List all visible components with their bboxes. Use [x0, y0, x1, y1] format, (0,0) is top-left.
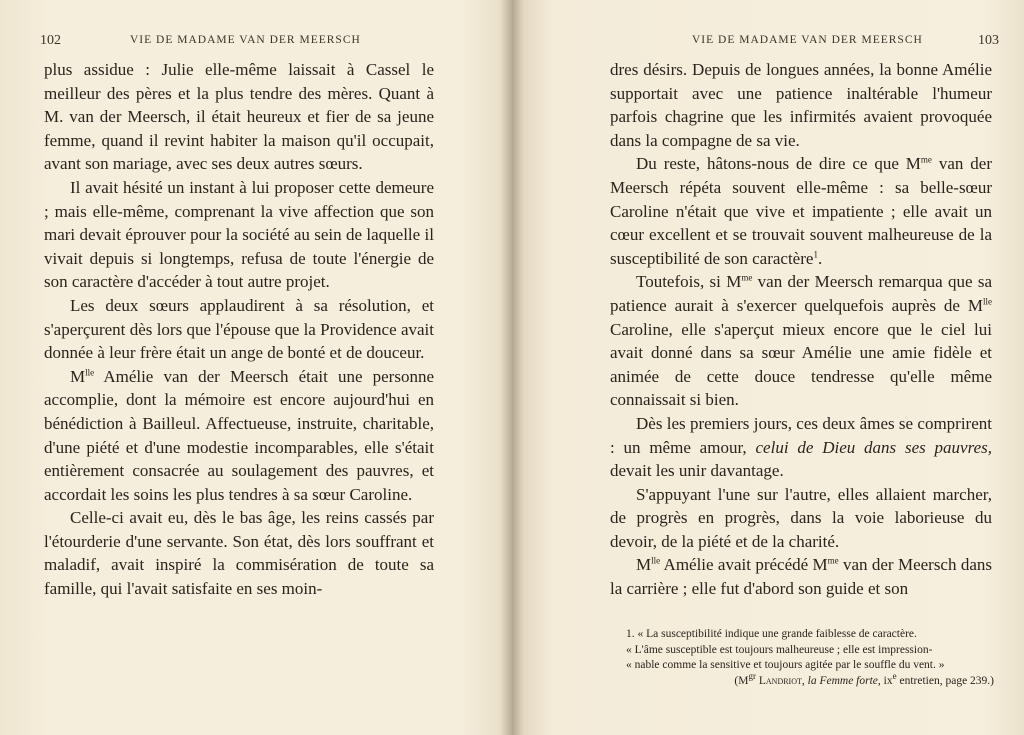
footnote-line: « L'âme susceptible est toujours malheureuse ; elle est impression- [626, 643, 933, 656]
right-page-body [610, 58, 992, 601]
paragraph-text: Amélie van der Meersch était une personne accomplie, dont la mémoire est encore aujourd'hui en bénédiction à Bailleul. Affectueuse, instruite, charitable, d'une piété et d'une modestie incomparables, elle s'était entièrement consacrée au soulagement des pauvres, et accordait les soins les plus tendres à sa sœur Caroline. [44, 366, 435, 504]
text-run: Du reste, hâtons-nous de dire ce que M [636, 154, 921, 174]
title-abbrev: M [70, 366, 86, 386]
paragraph [610, 553, 992, 600]
text-run: entretien, page 239.) [896, 674, 994, 687]
paragraph [44, 365, 434, 507]
paragraph [610, 412, 992, 483]
text-run: (M [734, 674, 749, 687]
text-run: van der Meersch remarqua que sa patience aurait à s'exercer quelquefois auprès de M [610, 272, 993, 315]
paragraph [610, 270, 992, 412]
footnote-marker: 1 [813, 249, 818, 260]
text-run: . [817, 248, 823, 268]
text-run: devait les unir davantage. [610, 461, 784, 481]
text-run: ix [880, 674, 893, 687]
footnote [612, 627, 994, 689]
paragraph: Les deux sœurs applaudirent à sa résolution, et s'aperçurent dès lors que l'épouse que la Providence avait donnée à leur frère était un ange de bonté et de douceur. [44, 295, 434, 363]
superscript: gr [748, 670, 756, 681]
paragraph: S'appuyant l'une sur l'autre, elles allaient marcher, de progrès en progrès, dans la voie laborieuse du devoir, de la piété et de la charité. [610, 484, 992, 551]
italic-text: celui de Dieu dans ses pauvres, [755, 437, 992, 457]
superscript: me [920, 154, 932, 165]
right-page-number: 103 [978, 33, 999, 48]
superscript: me [827, 555, 839, 566]
left-page-body [44, 58, 434, 601]
footnote-line: 1. « La susceptibilité indique une grande faiblesse de caractère. [626, 628, 917, 640]
paragraph: dres désirs. Depuis de longues années, la bonne Amélie supportait avec une patience inaltérable l'humeur parfois chagrine que les infirmités avaient provoquée dans la compagne de sa vie. [610, 60, 992, 150]
book-title: la Femme forte, [807, 674, 881, 687]
paragraph: Celle-ci avait eu, dès le bas âge, les reins cassés par l'étourderie d'une servante. Son état, dès lors souffrant et maladif, avait inspiré la commisération de toute sa famille, qui l'avait satisfaite en ses moin- [44, 508, 434, 599]
text-run: van der Meersch répéta souvent elle-même : sa belle-sœur Caroline n'était que vive et impatiente ; elle avait un cœur excellent et se trouvait souvent malheureuse de la susceptibilité de son caractère [610, 154, 992, 268]
text-run: Amélie avait précédé M [660, 555, 828, 575]
superscript: lle [983, 296, 992, 307]
author-name: Landriot, [755, 674, 808, 687]
left-page-number: 102 [40, 33, 61, 48]
text-run: van der Meersch dans la carrière ; elle fut d'abord son guide et son [610, 555, 992, 599]
right-running-head: VIE DE MADAME VAN DER MEERSCH [692, 34, 923, 46]
text-run: Dès les premiers jours, ces deux âmes se comprirent : un même amour, [610, 413, 992, 457]
superscript: me [741, 272, 753, 283]
text-run: Toutefois, si M [636, 272, 742, 292]
superscript: lle [85, 367, 95, 378]
paragraph: Il avait hésité un instant à lui proposer cette demeure ; mais elle-même, comprenant la vive affection que son mari devait éprouver pour la société au sein de laquelle il vivait depuis si longtemps, refusa de toute l'énergie de son caractère d'accéder à tout autre projet. [44, 177, 434, 292]
superscript: lle [651, 555, 661, 566]
text-run: Caroline, elle s'aperçut mieux encore que le ciel lui avait donné dans sa sœur Amélie une amie fidèle et animée de cette douce tendresse qu'elle même connaissait si bien. [610, 319, 992, 410]
paragraph [610, 152, 992, 270]
footnote-line: « nable comme la sensitive et toujours agitée par le souffle du vent. » [626, 659, 945, 671]
footnote-source [612, 670, 994, 690]
text-run: M [636, 555, 652, 575]
superscript: e [892, 670, 897, 681]
paragraph: plus assidue : Julie elle-même laissait à Cassel le meilleur des pères et la plus tendre des mères. Quant à M. van der Meersch, il était heureux et fier de sa jeune femme, quand il revint habiter la maison qu'il occupait, avant son mariage, avec ses deux autres sœurs. [44, 60, 434, 174]
left-running-head: VIE DE MADAME VAN DER MEERSCH [130, 34, 361, 46]
